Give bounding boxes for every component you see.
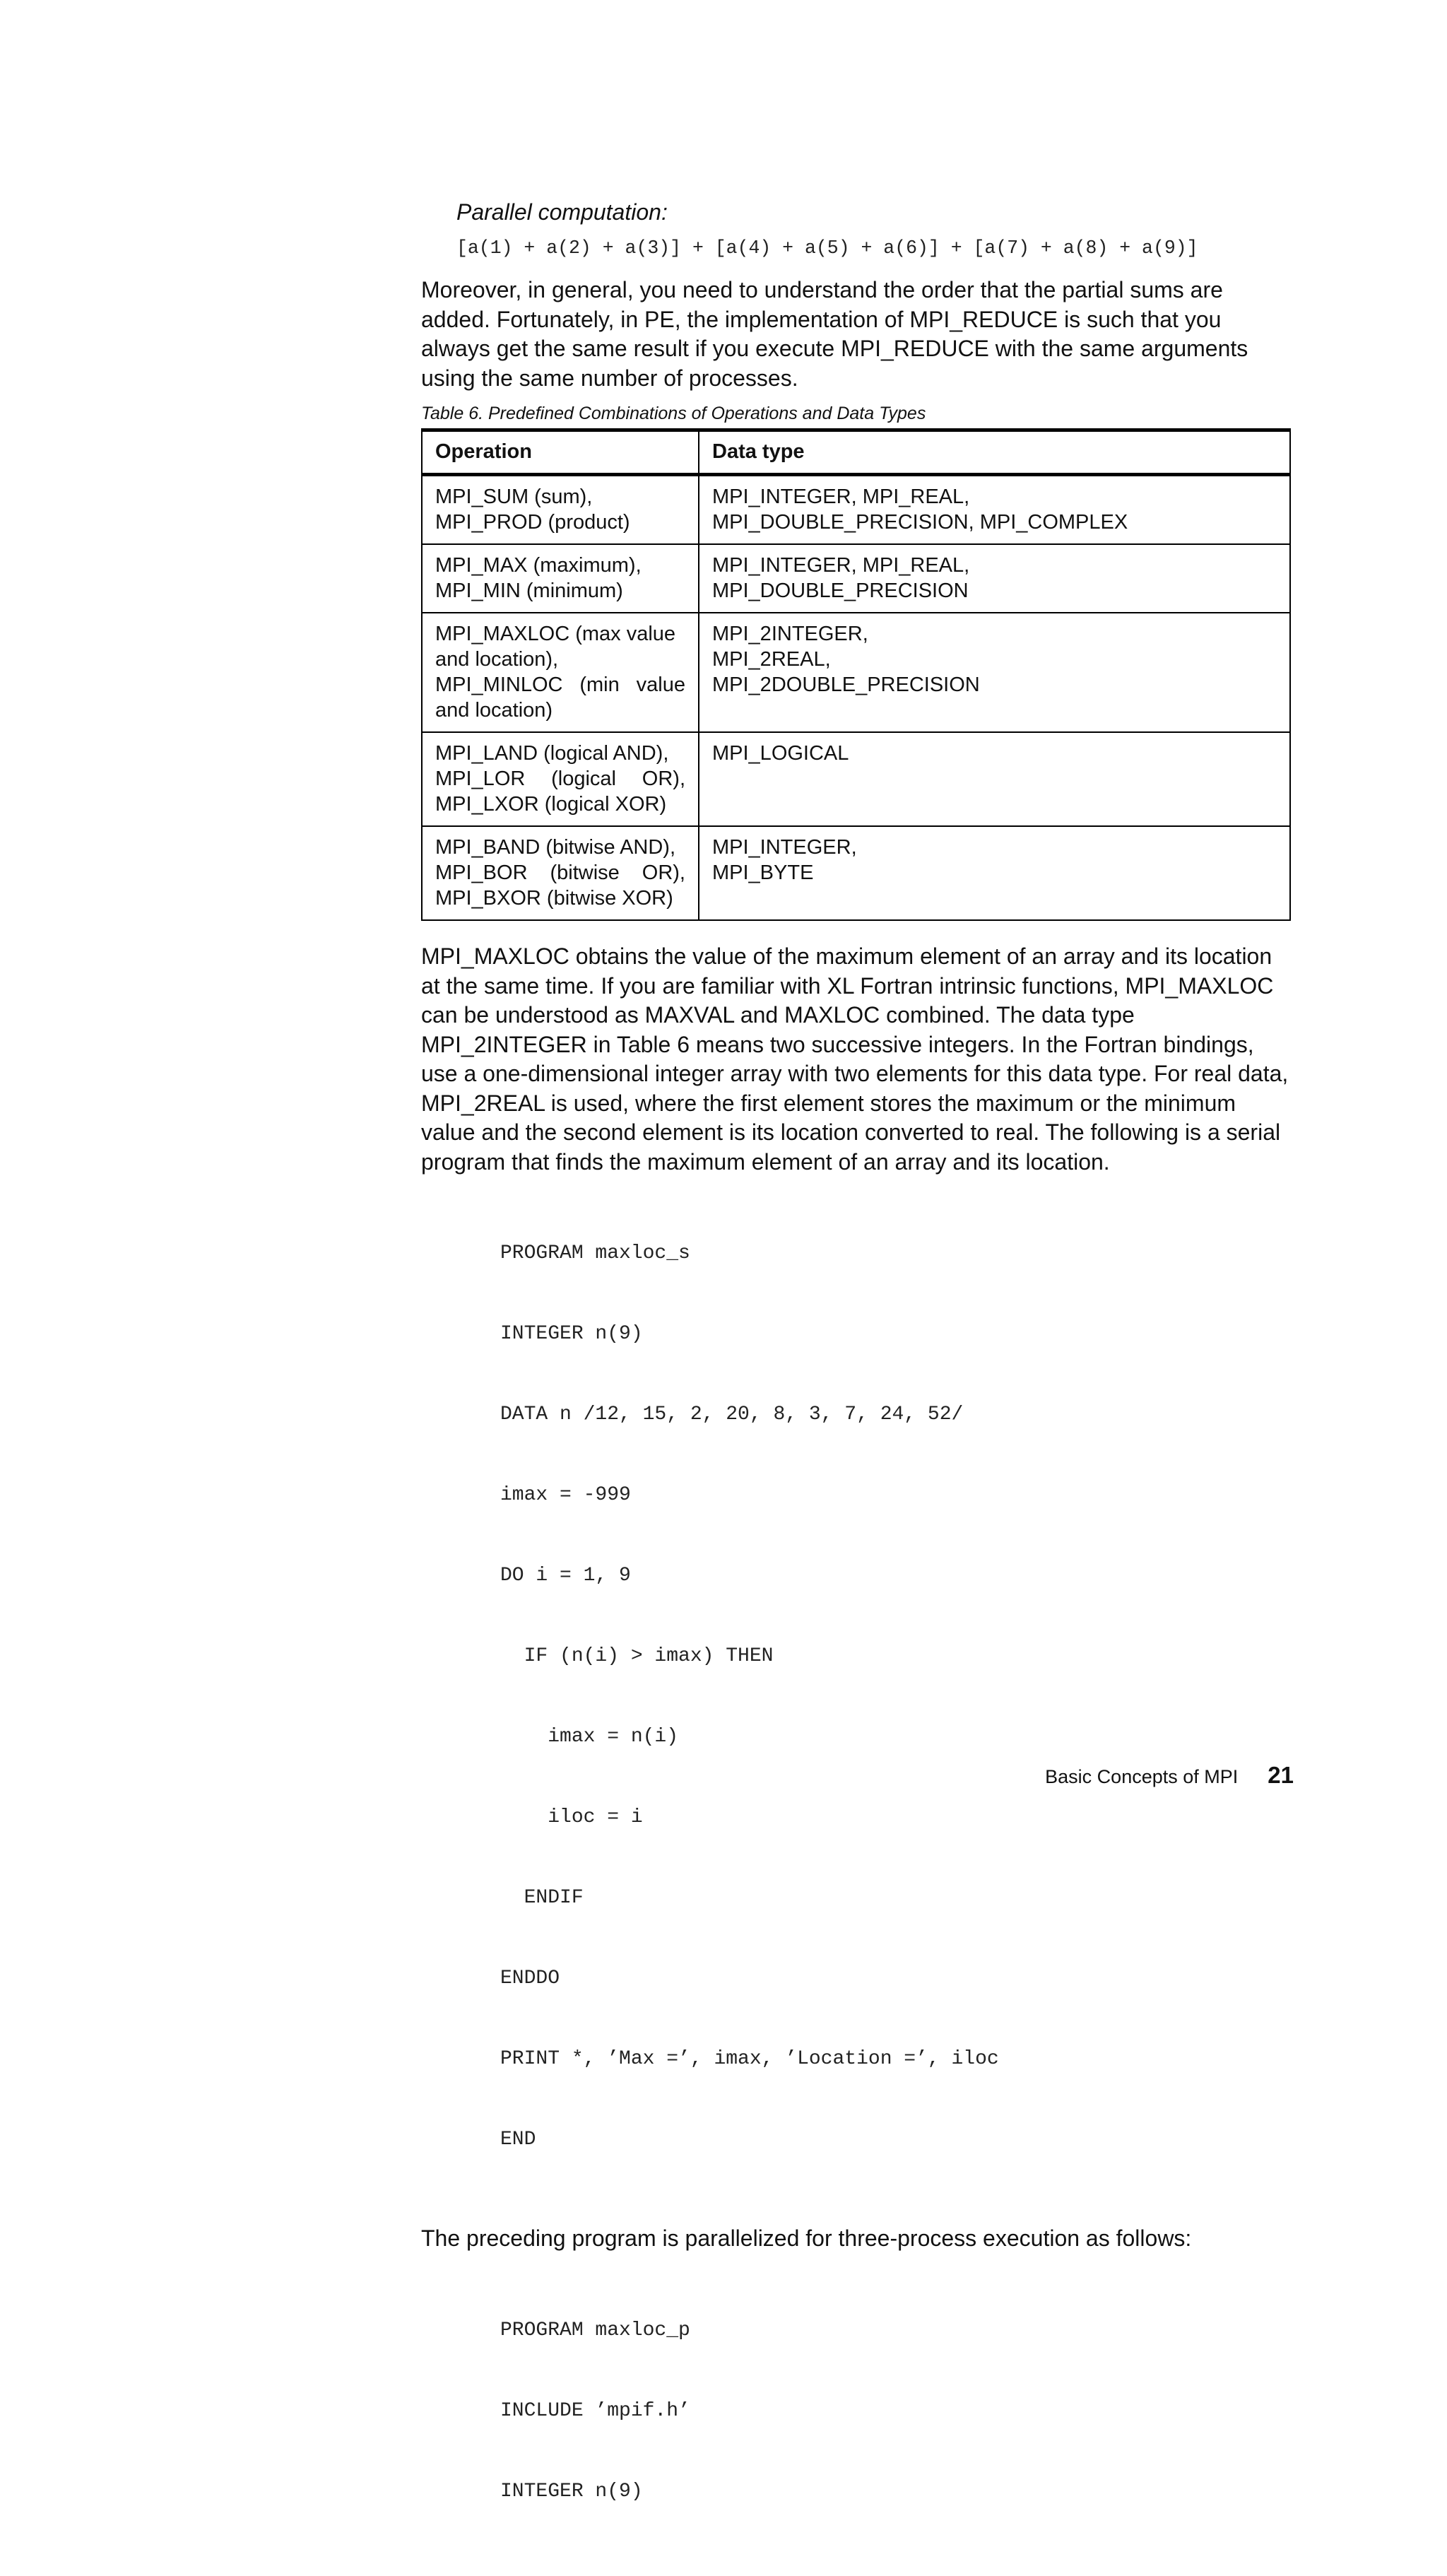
table-row	[422, 613, 1290, 732]
code-line: PROGRAM maxloc_s	[500, 1242, 690, 1264]
cell-line: MPI_DOUBLE_PRECISION, MPI_COMPLEX	[712, 511, 1128, 534]
cell-line: MPI_INTEGER,	[712, 836, 857, 859]
cell-line: MPI_SUM (sum),	[435, 486, 593, 508]
operations-datatypes-table	[421, 428, 1291, 921]
cell-line: MPI_LXOR (logical XOR)	[435, 793, 667, 816]
parallel-computation-heading: Parallel computation:	[456, 199, 668, 225]
page-content	[421, 198, 1290, 2576]
operation-cell	[422, 544, 699, 613]
table-header-row	[422, 430, 1290, 475]
cell-line: MPI_2DOUBLE_PRECISION	[712, 674, 980, 696]
code-line: ENDIF	[500, 1887, 584, 1909]
code-line: ENDDO	[500, 1968, 560, 1989]
table-row	[422, 544, 1290, 613]
cell-line: MPI_2REAL,	[712, 648, 831, 671]
code-line: PROGRAM maxloc_p	[500, 2319, 690, 2341]
page-footer	[1045, 1762, 1294, 1789]
cell-line: MPI_MINLOC (min value	[435, 674, 685, 696]
datatype-cell	[699, 613, 1290, 732]
code-line: INTEGER n(9)	[500, 1323, 643, 1345]
paragraph-parallelized-intro: The preceding program is parallelized for three-process execution as follows:	[421, 2225, 1192, 2251]
operation-cell	[422, 732, 699, 826]
datatype-cell	[699, 732, 1290, 826]
cell-line: MPI_LOR (logical OR),	[435, 767, 685, 790]
code-line: IF (n(i) > imax) THEN	[500, 1645, 774, 1667]
code-line: INTEGER n(9)	[500, 2480, 643, 2503]
cell-line: MPI_BOR (bitwise OR),	[435, 861, 685, 884]
table-row	[422, 732, 1290, 826]
cell-line: MPI_BXOR (bitwise XOR)	[435, 887, 673, 910]
code-block-serial	[500, 1187, 1290, 2207]
operation-cell	[422, 475, 699, 545]
table-row	[422, 475, 1290, 545]
code-line: PRINT *, ’Max =’, imax, ’Location =’, iloc	[500, 2048, 999, 2070]
cell-line: MPI_MAXLOC (max value	[435, 623, 676, 645]
cell-line: MPI_LOGICAL	[712, 742, 849, 765]
table-caption: Table 6. Predefined Combinations of Operations and Data Types	[421, 404, 926, 423]
header-operation: Operation	[422, 430, 699, 475]
cell-line: MPI_MIN (minimum)	[435, 580, 623, 602]
cell-line: MPI_DOUBLE_PRECISION	[712, 580, 969, 602]
code-line: iloc = i	[500, 1806, 643, 1828]
cell-line: and location)	[435, 699, 553, 722]
paragraph-maxloc-description: MPI_MAXLOC obtains the value of the maximum element of an array and its location at the same time. If you are familiar with XL Fortran intrinsic functions, MPI_MAXLOC can be understood as MAXVAL and MAXLOC combined. The data type MPI_2INTEGER in Table 6 means two successive integers. In the Fortran bindings, use a one-dimensional integer array with two elements for this data type. For real data, MPI_2REAL is used, where the first element stores the maximum or the minimum value and the second element is its location converted to real. The following is a serial program that finds the maximum element of an array and its location.	[421, 943, 1289, 1175]
datatype-cell	[699, 826, 1290, 920]
cell-line: MPI_PROD (product)	[435, 511, 630, 534]
code-block-parallel	[500, 2264, 1290, 2559]
cell-line: MPI_BAND (bitwise AND),	[435, 836, 676, 859]
cell-line: MPI_BYTE	[712, 861, 814, 884]
header-data-type: Data type	[699, 430, 1290, 475]
code-line: DATA n /12, 15, 2, 20, 8, 3, 7, 24, 52/	[500, 1404, 964, 1425]
code-line: INCLUDE ’mpif.h’	[500, 2399, 690, 2422]
cell-line: and location),	[435, 648, 559, 671]
table-row	[422, 826, 1290, 920]
code-line: DO i = 1, 9	[500, 1565, 631, 1587]
operation-cell	[422, 826, 699, 920]
partial-sum-formula: [a(1) + a(2) + a(3)] + [a(4) + a(5) + a(6)] + [a(7) + a(8) + a(9)]	[456, 237, 1198, 259]
cell-line: MPI_2INTEGER,	[712, 623, 868, 645]
datatype-cell	[699, 544, 1290, 613]
code-line: imax = n(i)	[500, 1726, 679, 1748]
code-line: END	[500, 2129, 536, 2151]
footer-chapter-title: Basic Concepts of MPI	[1045, 1766, 1239, 1787]
cell-line: MPI_INTEGER, MPI_REAL,	[712, 554, 970, 577]
cell-line: MPI_INTEGER, MPI_REAL,	[712, 486, 970, 508]
page-number: 21	[1268, 1762, 1294, 1788]
cell-line: MPI_MAX (maximum),	[435, 554, 642, 577]
operation-cell	[422, 613, 699, 732]
datatype-cell	[699, 475, 1290, 545]
paragraph-reduce-order: Moreover, in general, you need to understand the order that the partial sums are added. Fortunately, in PE, the implementation of MPI_REDUCE is such that you always get the same result if you execute MPI_REDUCE with the same arguments using the same number of processes.	[421, 277, 1248, 391]
code-line: imax = -999	[500, 1484, 631, 1506]
cell-line: MPI_LAND (logical AND),	[435, 742, 669, 765]
